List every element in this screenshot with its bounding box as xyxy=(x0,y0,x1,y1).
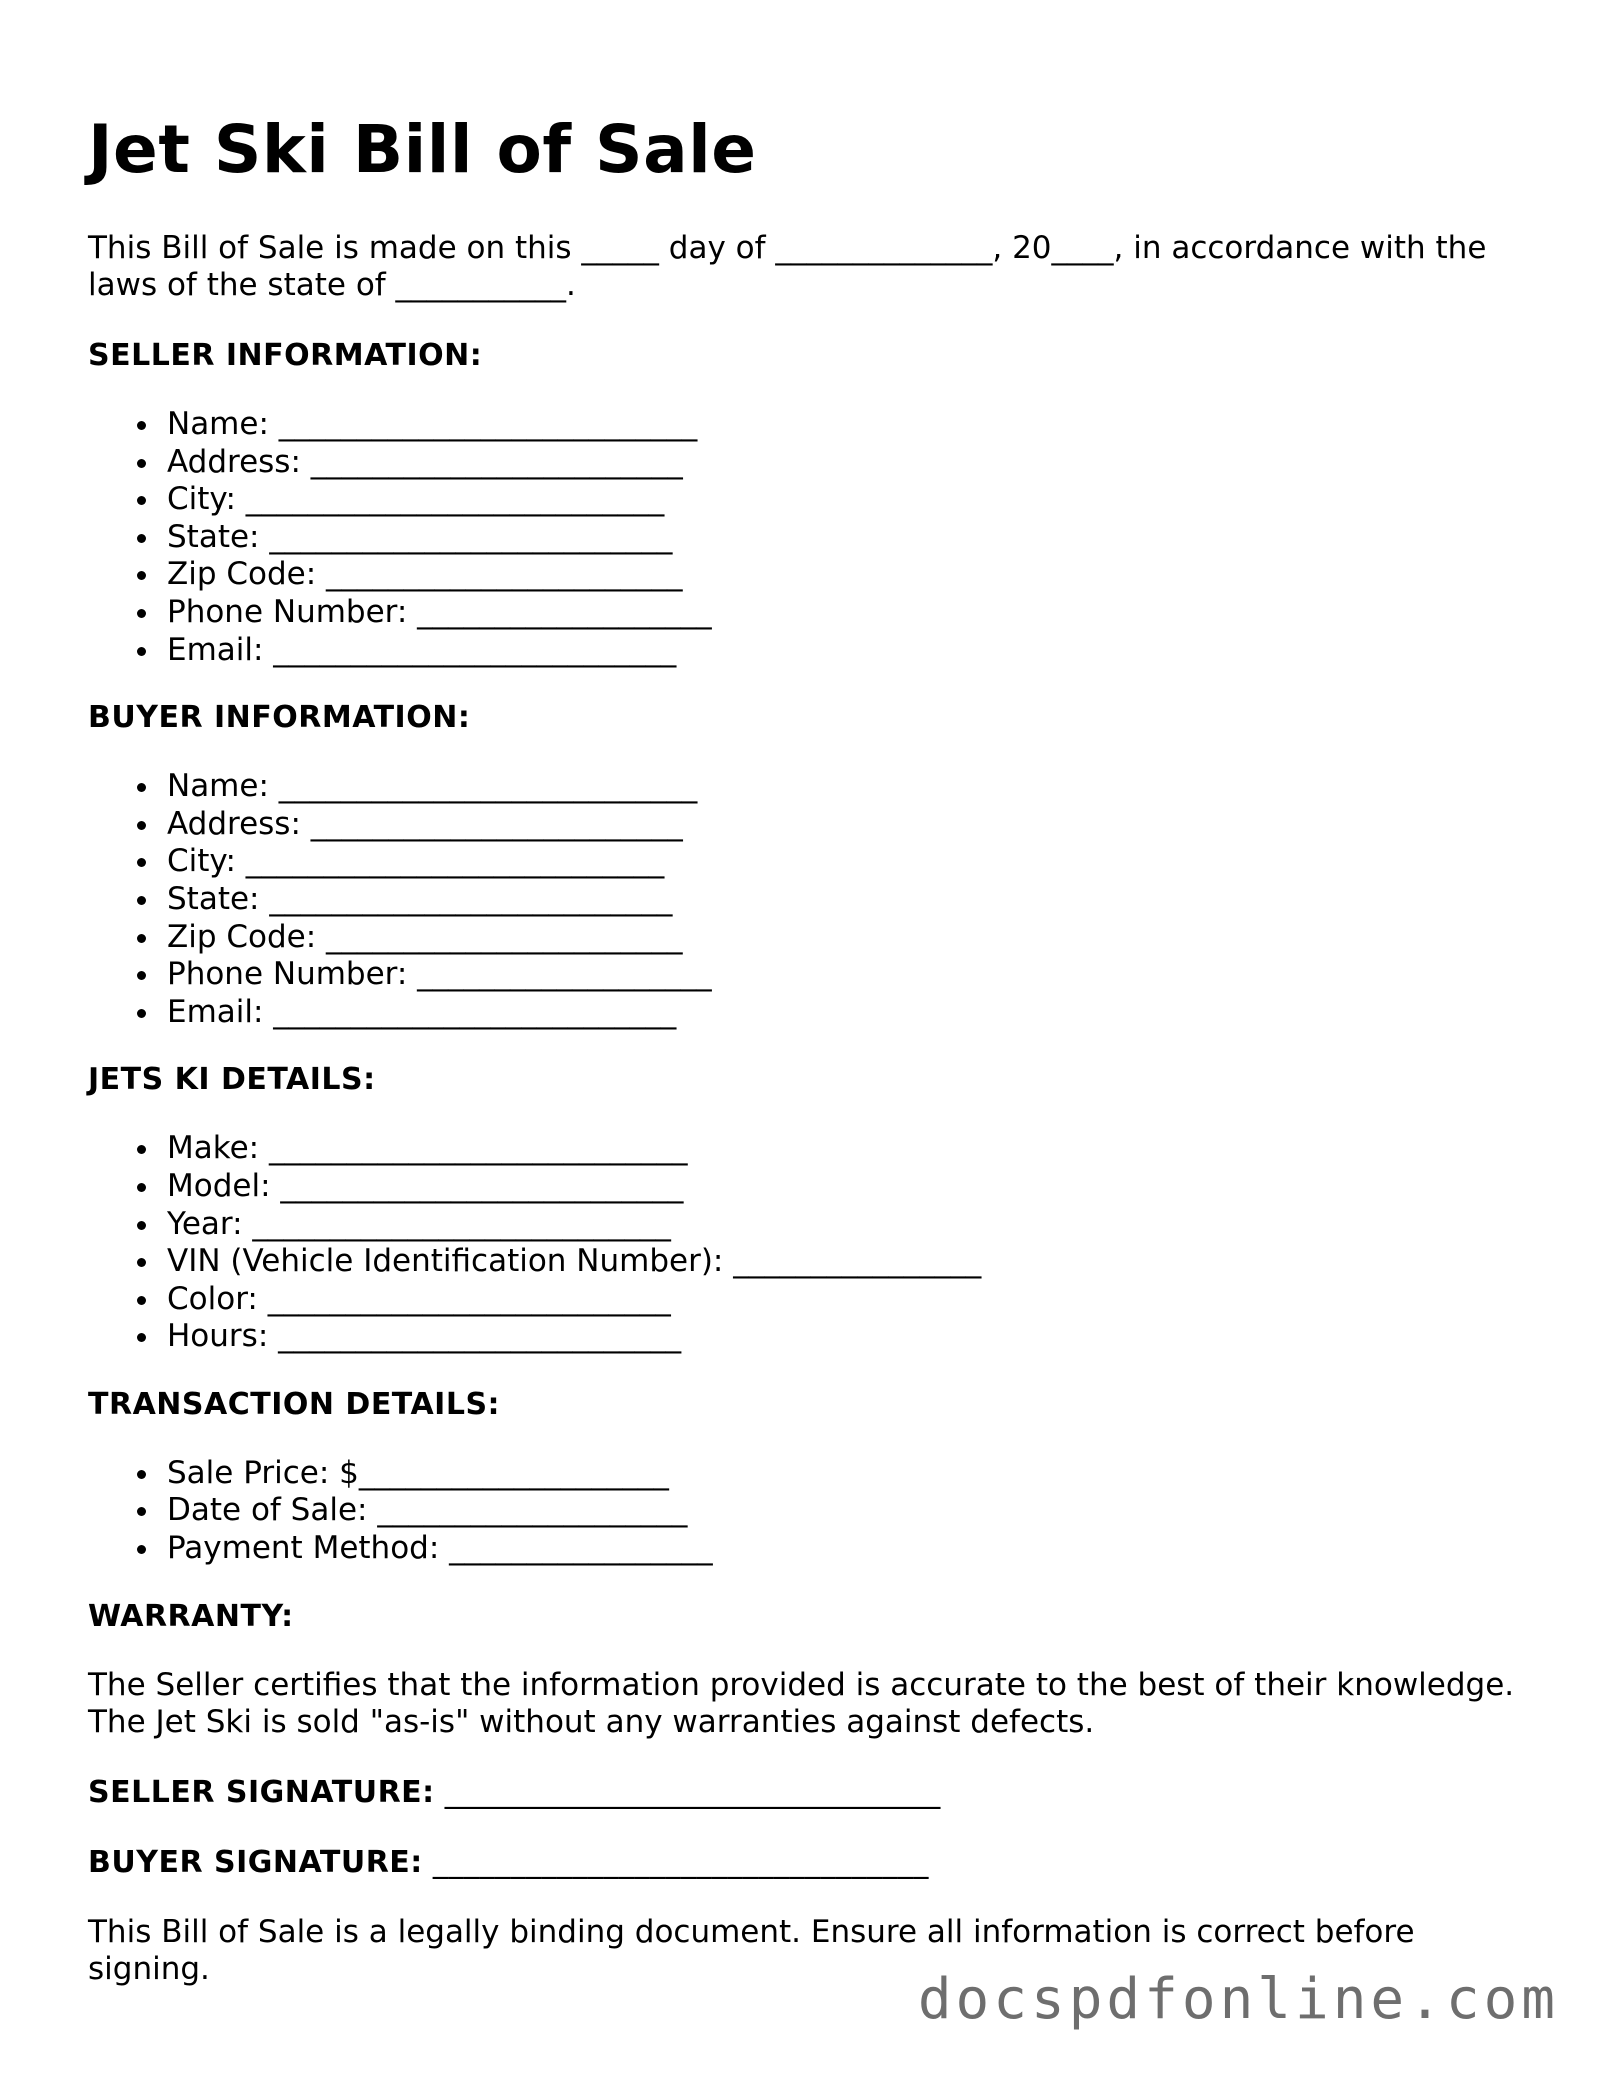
buyer-section-heading: BUYER INFORMATION: xyxy=(88,700,471,736)
seller-section-heading: SELLER INFORMATION: xyxy=(88,338,483,373)
seller-state-field[interactable]: State: __________________________ xyxy=(167,519,1528,557)
buyer-zip-field[interactable]: Zip Code: _______________________ xyxy=(167,919,1528,957)
closing-paragraph: This Bill of Sale is a legally binding document. Ensure all information is correct before signing. xyxy=(88,1913,1415,1987)
document-title: Jet Ski Bill of Sale xyxy=(88,111,757,188)
buyer-signature-label: BUYER SIGNATURE: xyxy=(88,1844,423,1880)
seller-info-list xyxy=(88,406,1528,669)
jetski-make-field[interactable]: Make: ___________________________ xyxy=(167,1130,1528,1168)
buyer-email-field[interactable]: Email: __________________________ xyxy=(167,994,1528,1032)
sale-price-field[interactable]: Sale Price: $____________________ xyxy=(167,1455,1528,1493)
jetski-year-field[interactable]: Year: ___________________________ xyxy=(167,1206,1528,1244)
buyer-state-field[interactable]: State: __________________________ xyxy=(167,881,1528,919)
jetski-details-list xyxy=(88,1130,1528,1356)
buyer-address-field[interactable]: Address: ________________________ xyxy=(167,806,1528,844)
jetski-section-heading: JETS KI DETAILS: xyxy=(88,1062,376,1098)
seller-signature-label: SELLER SIGNATURE: xyxy=(88,1774,435,1810)
transaction-details-list xyxy=(88,1455,1528,1568)
buyer-signature-line[interactable]: ________________________________ xyxy=(422,1844,929,1880)
seller-signature-row xyxy=(88,1774,1528,1811)
payment-method-field[interactable]: Payment Method: _________________ xyxy=(167,1530,1528,1568)
warranty-section-heading: WARRANTY: xyxy=(88,1598,294,1634)
seller-zip-field[interactable]: Zip Code: _______________________ xyxy=(167,556,1528,594)
buyer-signature-row xyxy=(88,1844,1528,1881)
jetski-model-field[interactable]: Model: __________________________ xyxy=(167,1168,1528,1206)
seller-address-field[interactable]: Address: ________________________ xyxy=(167,444,1528,482)
seller-email-field[interactable]: Email: __________________________ xyxy=(167,632,1528,670)
buyer-name-field[interactable]: Name: ___________________________ xyxy=(167,768,1528,806)
transaction-section-heading: TRANSACTION DETAILS: xyxy=(88,1386,501,1422)
seller-phone-field[interactable]: Phone Number: ___________________ xyxy=(167,594,1528,632)
buyer-city-field[interactable]: City: ___________________________ xyxy=(167,843,1528,881)
warranty-text: The Seller certifies that the information provided is accurate to the best of their knowledge. The Jet Ski is sold "as-is" without any warranties against defects. xyxy=(88,1666,1515,1740)
bill-of-sale-document xyxy=(88,110,1528,1988)
jetski-hours-field[interactable]: Hours: __________________________ xyxy=(167,1318,1528,1356)
seller-city-field[interactable]: City: ___________________________ xyxy=(167,481,1528,519)
sale-date-field[interactable]: Date of Sale: ____________________ xyxy=(167,1492,1528,1530)
buyer-phone-field[interactable]: Phone Number: ___________________ xyxy=(167,956,1528,994)
jetski-color-field[interactable]: Color: __________________________ xyxy=(167,1281,1528,1319)
buyer-info-list xyxy=(88,768,1528,1031)
jetski-vin-field[interactable]: VIN (Vehicle Identification Number): ________________ xyxy=(167,1243,1528,1281)
seller-signature-line[interactable]: ________________________________ xyxy=(434,1774,941,1810)
intro-paragraph: This Bill of Sale is made on this _____ day of ______________, 20____, in accordance with the laws of the state of ___________. xyxy=(88,230,1487,303)
watermark-text: docspdfonline.com xyxy=(917,1967,1559,2032)
seller-name-field[interactable]: Name: ___________________________ xyxy=(167,406,1528,444)
